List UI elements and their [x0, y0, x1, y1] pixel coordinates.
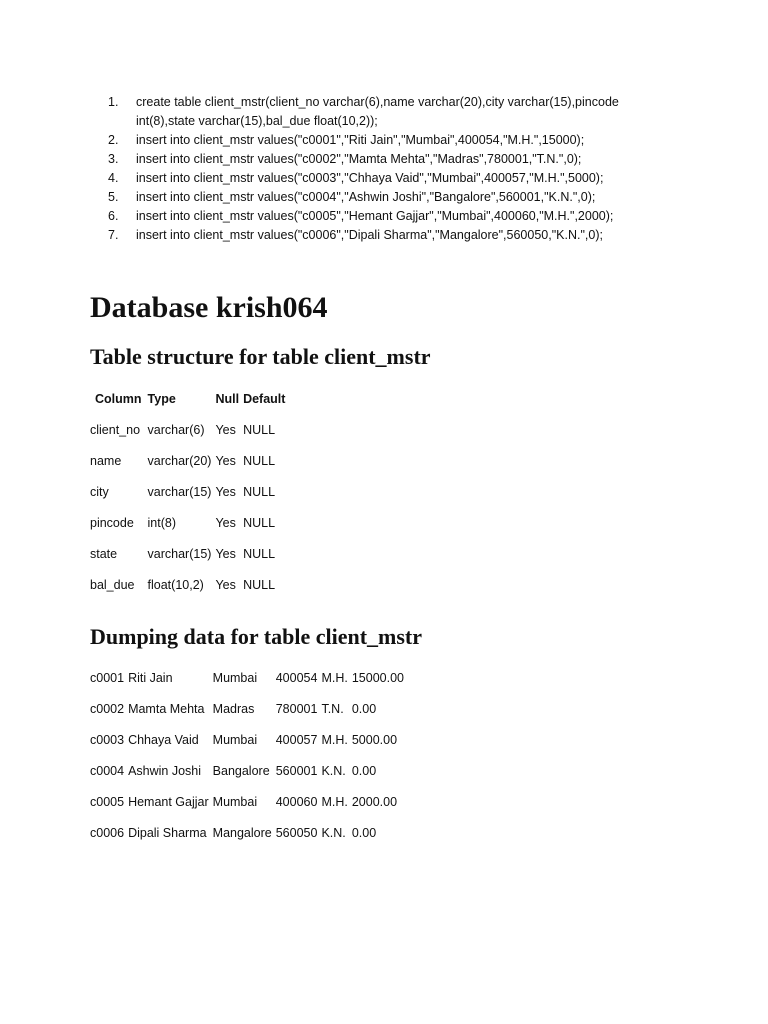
list-number: 1. [108, 95, 119, 109]
table-row [88, 507, 287, 538]
table-cell: Mumbai [212, 732, 258, 747]
table-cell: Yes [215, 515, 236, 530]
table-cell: NULL [243, 577, 276, 592]
list-item [108, 93, 668, 131]
list-item [108, 169, 668, 188]
table-cell: c0001 [90, 670, 125, 685]
table-row [88, 538, 287, 569]
table-cell: Yes [215, 422, 236, 437]
table-cell: 400057 [275, 732, 318, 747]
table-row [88, 445, 287, 476]
table-row [88, 755, 406, 786]
table-cell: name [90, 453, 122, 468]
list-number: 5. [108, 190, 119, 204]
table-cell: int(8) [147, 515, 177, 530]
table-cell: c0005 [90, 794, 125, 809]
table-cell: 2000.00 [351, 794, 398, 809]
list-number: 2. [108, 133, 119, 147]
table-cell: Chhaya Vaid [128, 732, 199, 747]
table-cell: city [90, 484, 109, 499]
table-row [88, 724, 406, 755]
table-cell: Yes [215, 453, 236, 468]
table-cell: NULL [243, 515, 276, 530]
table-cell: c0002 [90, 701, 125, 716]
table-cell: 560001 [275, 763, 318, 778]
column-header-null: Null [215, 391, 240, 406]
table-cell: 15000.00 [351, 670, 404, 685]
table-cell: float(10,2) [147, 577, 204, 592]
table-cell: 400060 [275, 794, 318, 809]
table-cell: T.N. [321, 701, 344, 716]
table-row [88, 414, 287, 445]
table-cell: NULL [243, 546, 276, 561]
list-item [108, 150, 668, 169]
list-item [108, 226, 668, 245]
table-cell: pincode [90, 515, 134, 530]
table-row [88, 569, 287, 600]
table-cell: varchar(15) [147, 546, 212, 561]
database-title: Database krish064 [90, 291, 328, 324]
column-header-column: Column [95, 391, 142, 406]
table-cell: NULL [243, 484, 276, 499]
table-cell: Hemant Gajjar [128, 794, 209, 809]
table-cell: varchar(15) [147, 484, 212, 499]
structure-heading: Table structure for table client_mstr [90, 344, 431, 369]
table-cell: 5000.00 [351, 732, 398, 747]
sql-statement: insert into client_mstr values("c0003","Chhaya Vaid","Mumbai",400057,"M.H.",5000); [136, 171, 604, 185]
list-item [108, 131, 668, 150]
table-cell: bal_due [90, 577, 135, 592]
sql-statement: insert into client_mstr values("c0002","Mamta Mehta","Madras",780001,"T.N.",0); [136, 152, 582, 166]
table-cell: 400054 [275, 670, 318, 685]
table-cell: c0006 [90, 825, 125, 840]
sql-statement: insert into client_mstr values("c0004","Ashwin Joshi","Bangalore",560001,"K.N.",0); [136, 190, 596, 204]
list-number: 4. [108, 171, 119, 185]
table-cell: Dipali Sharma [128, 825, 207, 840]
table-cell: K.N. [321, 825, 346, 840]
table-cell: c0004 [90, 763, 125, 778]
sql-statement: insert into client_mstr values("c0006","Dipali Sharma","Mangalore",560050,"K.N.",0); [136, 228, 603, 242]
table-cell: Yes [215, 577, 236, 592]
column-header-type: Type [147, 391, 176, 406]
table-cell: Riti Jain [128, 670, 173, 685]
table-cell: 780001 [275, 701, 318, 716]
table-cell: M.H. [321, 670, 348, 685]
table-cell: Mumbai [212, 794, 258, 809]
table-header-row [88, 383, 287, 414]
table-cell: Madras [212, 701, 255, 716]
table-cell: Mangalore [212, 825, 272, 840]
table-row [88, 662, 406, 693]
table-cell: NULL [243, 453, 276, 468]
sql-statement: create table client_mstr(client_no varchar(6),name varchar(20),city varchar(15),pincode int(8),state varchar(15),bal_due float(10,2)); [136, 95, 619, 128]
column-header-default: Default [243, 391, 286, 406]
dump-table [88, 662, 406, 848]
table-row [88, 693, 406, 724]
table-cell: Yes [215, 546, 236, 561]
table-cell: Ashwin Joshi [128, 763, 202, 778]
list-number: 3. [108, 152, 119, 166]
table-cell: varchar(6) [147, 422, 205, 437]
table-cell: varchar(20) [147, 453, 212, 468]
list-number: 7. [108, 228, 119, 242]
table-cell: 560050 [275, 825, 318, 840]
table-row [88, 786, 406, 817]
table-row [88, 817, 406, 848]
table-cell: 0.00 [351, 825, 377, 840]
list-item [108, 188, 668, 207]
sql-statement: insert into client_mstr values("c0001","Riti Jain","Mumbai",400054,"M.H.",15000); [136, 133, 585, 147]
table-cell: M.H. [321, 794, 348, 809]
table-cell: c0003 [90, 732, 125, 747]
table-cell: 0.00 [351, 701, 377, 716]
table-row [88, 476, 287, 507]
table-cell: Yes [215, 484, 236, 499]
table-cell: 0.00 [351, 763, 377, 778]
list-number: 6. [108, 209, 119, 223]
list-item [108, 207, 668, 226]
structure-table [88, 383, 287, 600]
sql-statement: insert into client_mstr values("c0005","Hemant Gajjar","Mumbai",400060,"M.H.",2000); [136, 209, 614, 223]
table-cell: K.N. [321, 763, 346, 778]
sql-statement-list [108, 93, 668, 245]
table-cell: state [90, 546, 118, 561]
table-cell: client_no [90, 422, 141, 437]
table-cell: Bangalore [212, 763, 270, 778]
dump-heading: Dumping data for table client_mstr [90, 624, 423, 649]
table-cell: M.H. [321, 732, 348, 747]
table-cell: NULL [243, 422, 276, 437]
table-cell: Mumbai [212, 670, 258, 685]
table-cell: Mamta Mehta [128, 701, 205, 716]
